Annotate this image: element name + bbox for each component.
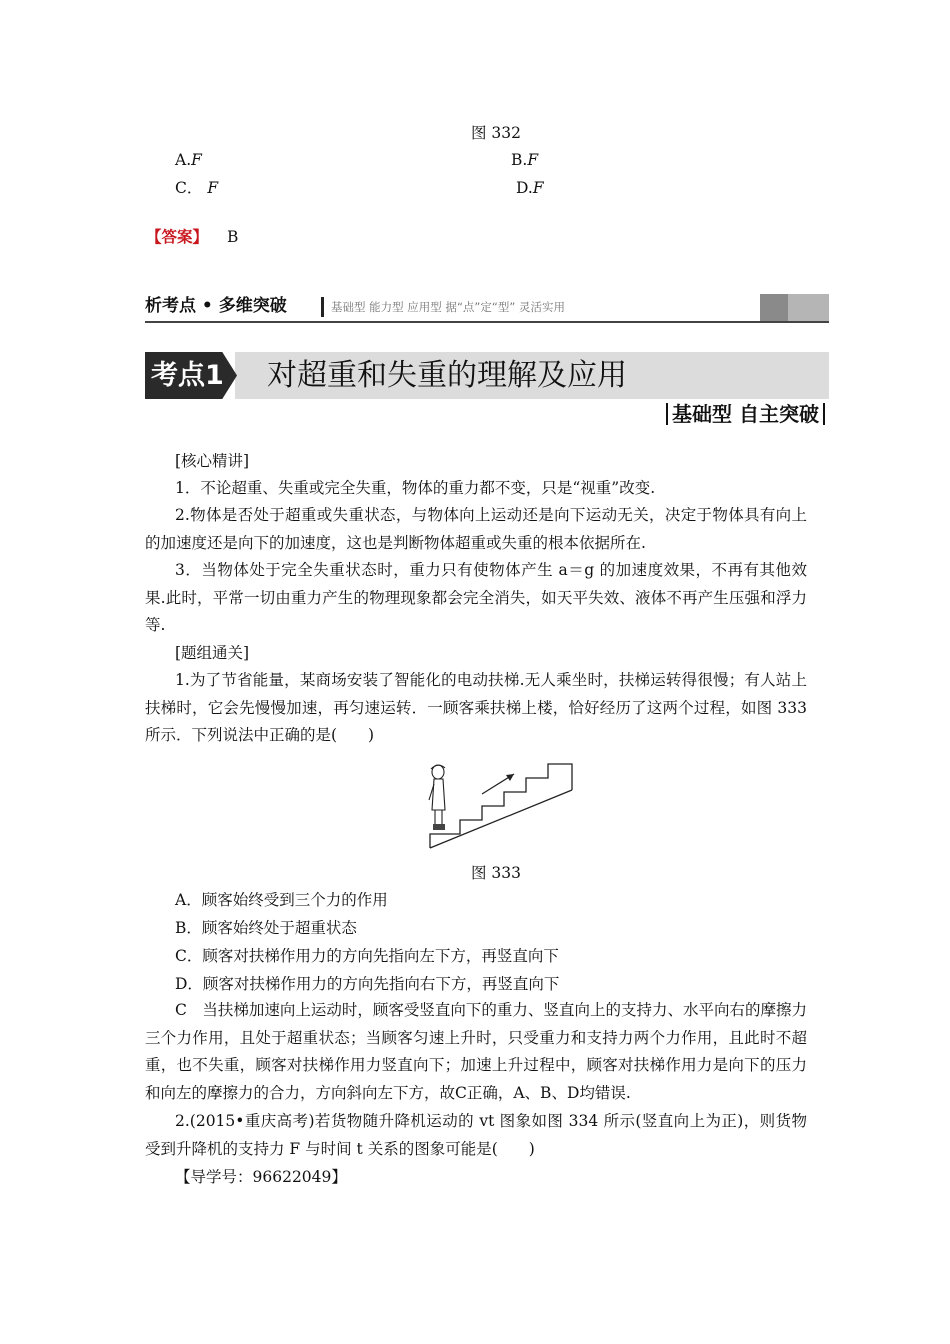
person-icon [429,765,445,830]
kaodian-tag-text: 基础型 自主突破 [672,402,819,426]
q1-option-d: D．顾客对扶梯作用力的方向先指向右下方，再竖直向下 [175,975,560,993]
q1-solution: C 当扶梯加速向上运动时，顾客受竖直向下的重力、竖直向上的支持力、水平向右的摩擦力三个力作用，且处于超重状态；当顾客匀速上升时，只受重力和支持力两个力作用，且此时不超重，也不失重，顾客对扶梯作用力竖直向下；加速上升过程中，顾客对扶梯作用力是向下的压力和向左的摩擦力的合力，方向斜向左下方，故C正确，A、B、D均错误. [145,1001,807,1102]
figure-caption-332: 图 332 [471,124,522,142]
question-2-stem: 2.(2015•重庆高考)若货物随升降机运动的 vt 图象如图 334 所示(竖直向上为正)，则货物受到升降机的支持力 F 与时间 t 关系的图象可能是( ) [145,1112,807,1158]
banner-divider [321,297,324,317]
escalator-figure [420,760,580,854]
figure-caption-333: 图 333 [471,864,522,882]
group-heading: [题组通关] [175,644,250,662]
question-1-stem: 1.为了节省能量，某商场安装了智能化的电动扶梯.无人乘坐时，扶梯运转得很慢；有人站上扶梯时，它会先慢慢加速，再匀速运转．一顾客乘扶梯上楼，恰好经历了这两个过程，如图 333 所示．下列说法中正确的是( ) [145,671,807,744]
answer-label: 【答案】 [146,227,209,246]
answer-line [146,224,238,250]
kaodian-title: 对超重和失重的理解及应用 [267,358,627,393]
q1-option-b: B．顾客始终处于超重状态 [175,919,357,937]
guide-number: 【导学号：96622049】 [175,1168,347,1186]
escalator-incline-line [430,790,572,848]
escalator-steps [430,764,572,848]
kaodian-header [145,352,829,399]
option-c: C． F [175,179,219,197]
answer-value: B [226,228,239,246]
arrow-head-icon [506,774,514,781]
option-a: A.F [175,151,202,169]
banner-block-dark [760,294,788,321]
option-b: B.F [511,151,539,169]
banner-title: 析考点 • 多维突破 [145,296,287,316]
kaodian-number: 考点1 [151,360,224,391]
option-d: D.F [516,179,544,197]
banner-subtitle: 基础型 能力型 应用型 据“点”定“型” 灵活实用 [331,300,565,314]
core-item-3: 3．当物体处于完全失重状态时，重力只有使物体产生 a＝g 的加速度效果，不再有其他效果.此时，平常一切由重力产生的物理现象都会完全消失，如天平失效、液体不再产生压强和浮力等. [145,561,807,634]
section-banner [145,292,829,322]
banner-rule [145,321,829,323]
core-heading: [核心精讲] [175,452,250,470]
q1-option-a: A．顾客始终受到三个力的作用 [175,891,388,909]
kaodian-tag [662,399,829,429]
q1-option-c: C．顾客对扶梯作用力的方向先指向左下方，再竖直向下 [175,947,559,965]
core-item-1: 1．不论超重、失重或完全失重，物体的重力都不变，只是“视重”改变. [175,479,656,497]
core-item-2: 2.物体是否处于超重或失重状态，与物体向上运动还是向下运动无关，决定于物体具有向上的加速度还是向下的加速度，这也是判断物体超重或失重的根本依据所在. [145,506,807,552]
banner-block-light [788,294,829,321]
